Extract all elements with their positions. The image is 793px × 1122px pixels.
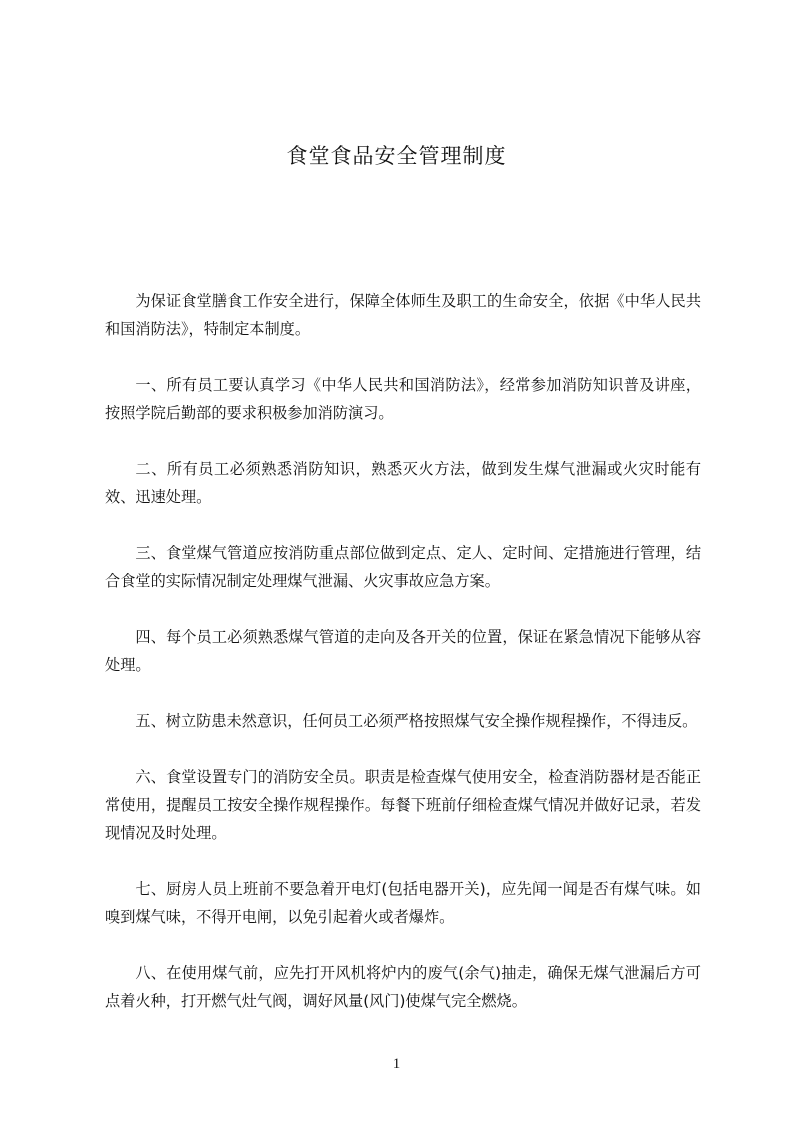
paragraph-rule-6: 六、食堂设置专门的消防安全员。职责是检查煤气使用安全，检查消防器材是否能正常使用，提醒员工按安全操作规程操作。每餐下班前仔细检查煤气情况并做好记录，若发现情况及时处理。 — [105, 768, 701, 842]
paragraph-rule-7: 七、厨房人员上班前不要急着开电灯(包括电器开关)，应先闻一闻是否有煤气味。如嗅到煤气味，不得开电闸，以免引起着火或者爆炸。 — [105, 880, 701, 926]
paragraph-rule-2: 二、所有员工必须熟悉消防知识，熟悉灭火方法，做到发生煤气泄漏或火灾时能有效、迅速处理。 — [105, 460, 701, 506]
paragraph-rule-4: 四、每个员工必须熟悉煤气管道的走向及各开关的位置，保证在紧急情况下能够从容处理。 — [105, 628, 701, 674]
document-title: 食堂食品安全管理制度 — [286, 144, 507, 168]
paragraph-intro: 为保证食堂膳食工作安全进行，保障全体师生及职工的生命安全，依据《中华人民共和国消防法》，特制定本制度。 — [105, 292, 701, 338]
page-number: 1 — [392, 1056, 401, 1072]
paragraph-rule-1: 一、所有员工要认真学习《中华人民共和国消防法》，经常参加消防知识普及讲座，按照学院后勤部的要求积极参加消防演习。 — [105, 376, 701, 422]
paragraph-rule-3: 三、食堂煤气管道应按消防重点部位做到定点、定人、定时间、定措施进行管理，结合食堂的实际情况制定处理煤气泄漏、火灾事故应急方案。 — [105, 544, 701, 590]
document-body — [105, 287, 701, 1043]
paragraph-rule-8: 八、在使用煤气前，应先打开风机将炉内的废气(余气)抽走，确保无煤气泄漏后方可点着火种，打开燃气灶气阀，调好风量(风门)使煤气完全燃烧。 — [105, 964, 701, 1010]
paragraph-rule-5: 五、树立防患未然意识，任何员工必须严格按照煤气安全操作规程操作，不得违反。 — [135, 712, 698, 730]
